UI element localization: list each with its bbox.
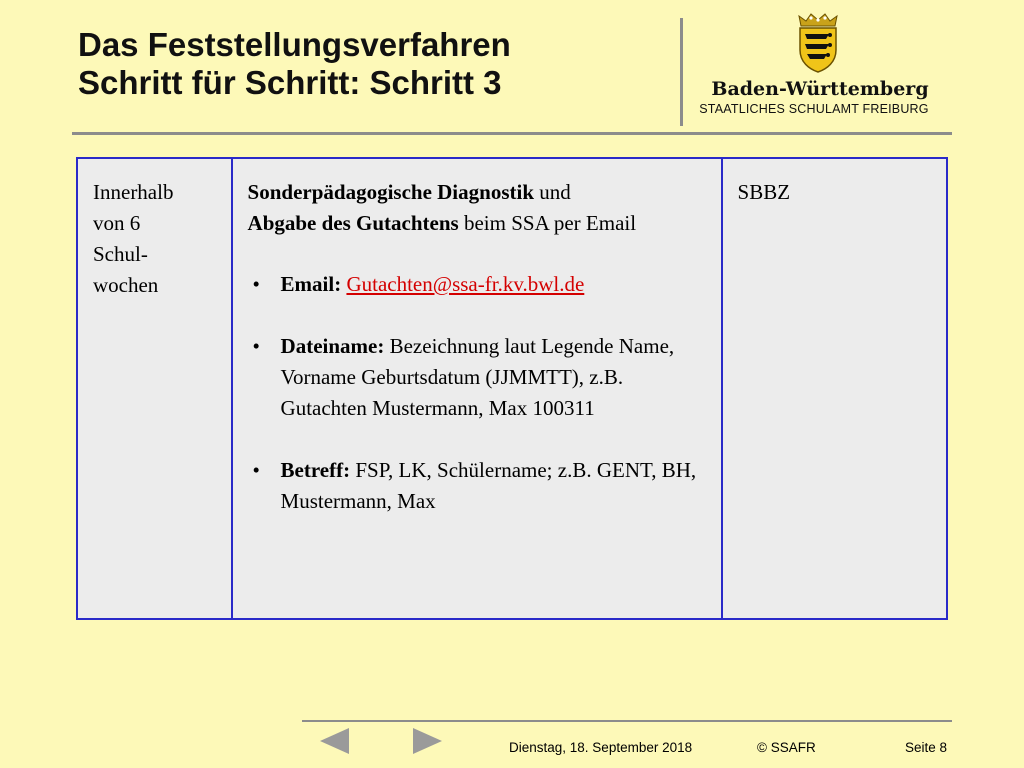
subject-label: Betreff: [280, 458, 351, 482]
brand-name: Baden-Württemberg [711, 78, 929, 100]
arrow-left-icon[interactable] [320, 728, 350, 754]
subject-text: FSP, LK, Schülername; z.B. GENT, BH, Mustermann, Max [280, 458, 697, 513]
title-line-1: Das Feststellungsverfahren [78, 26, 511, 63]
footer-divider [302, 720, 952, 722]
report-submission-label: Abgabe des Gutachtens [247, 211, 459, 235]
task-cell [232, 158, 722, 619]
arrow-right-icon[interactable] [412, 728, 442, 754]
procedure-table [76, 157, 948, 620]
footer-copyright: © SSAFR [757, 740, 816, 755]
timeframe-cell [77, 158, 232, 619]
footer-page-number: Seite 8 [905, 740, 948, 755]
header-horizontal-divider [72, 132, 952, 135]
institution-text: SBBZ [737, 180, 791, 204]
subject-item [248, 455, 707, 517]
brand-subtitle: STAATLICHES SCHULAMT FREIBURG [699, 102, 929, 116]
slide-title [78, 26, 511, 102]
intro-text: und [534, 180, 571, 204]
timeframe-line: wochen [93, 273, 159, 297]
timeframe-line: Innerhalb [93, 180, 174, 204]
timeframe-line: von 6 [93, 211, 141, 235]
institution-cell [722, 158, 947, 619]
email-item [248, 269, 707, 300]
email-label: Email: [280, 272, 342, 296]
email-link[interactable]: Gutachten@ssa-fr.kv.bwl.de [346, 272, 585, 296]
diagnostics-label: Sonderpädagogische Diagnostik [247, 180, 535, 204]
task-intro [248, 177, 707, 239]
filename-item [248, 331, 707, 424]
instruction-list [248, 269, 707, 517]
coat-of-arms-icon [795, 12, 841, 74]
title-line-2: Schritt für Schritt: Schritt 3 [78, 64, 502, 101]
filename-text: Bezeichnung laut Legende Name, Vorname Geburtsdatum (JJMMTT), z.B. Gutachten Mustermann, Max 100311 [280, 334, 675, 420]
timeframe-line: Schul- [93, 242, 148, 266]
filename-label: Dateiname: [280, 334, 385, 358]
footer-date: Dienstag, 18. September 2018 [509, 740, 693, 755]
intro-text: beim SSA per Email [458, 211, 637, 235]
table-row [77, 158, 947, 619]
